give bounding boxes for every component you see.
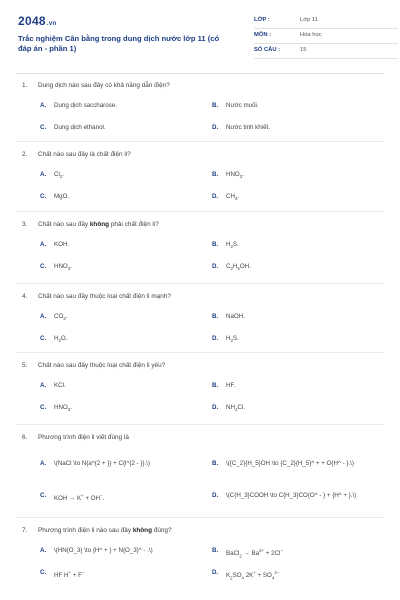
option-text: BaCl$_2$ → $Ba^{2+} + 2Cl^-$ xyxy=(226,548,284,559)
answer-option-d[interactable] xyxy=(212,404,380,414)
option-letter: A. xyxy=(40,382,47,389)
question-text: Dung dịch nào sau đây có khả năng dẫn điện? xyxy=(38,82,170,89)
option-letter: B. xyxy=(212,313,219,320)
option-text: Dung dịch ethanol. xyxy=(54,124,106,131)
document-title: Trắc nghiệm Cân bằng trong dung dịch nước lớp 11 (có đáp án - phần 1) xyxy=(18,34,220,53)
meta-row-class xyxy=(254,14,398,29)
option-text: \(HN{O_3} \to {H^ + } + N{O_3}^ - .\) xyxy=(54,547,153,554)
option-letter: A. xyxy=(40,313,47,320)
option-text: $H_2S$. xyxy=(226,335,239,344)
answer-option-d[interactable] xyxy=(212,124,380,132)
question-divider xyxy=(16,141,384,142)
option-text: NaOH. xyxy=(226,313,245,320)
question-number: 1. xyxy=(22,82,28,89)
question-stem xyxy=(22,362,165,369)
question-number: 7. xyxy=(22,527,28,534)
answer-option-c[interactable] xyxy=(40,569,200,580)
question-stem xyxy=(22,293,171,300)
site-logo[interactable]: 2048.vn xyxy=(18,14,57,28)
option-letter: C. xyxy=(40,193,47,200)
option-letter: D. xyxy=(212,404,219,411)
option-letter: B. xyxy=(212,102,219,109)
option-text: \(C{H_3}COOH \to C{H_3}CO{O^ - } + {H^ + }.\) xyxy=(226,492,357,499)
option-letter: C. xyxy=(40,263,47,270)
question-divider xyxy=(16,352,384,353)
answer-option-c[interactable] xyxy=(40,492,200,503)
answer-option-a[interactable] xyxy=(40,382,200,390)
option-text: $K_2SO_4$ $2K^+ + SO_4^{2-}$ xyxy=(226,570,280,581)
meta-value: Hóa học xyxy=(300,32,322,38)
option-text: $HNO_3$. xyxy=(226,171,244,180)
option-letter: B. xyxy=(212,382,219,389)
option-text: Nước tinh khiết. xyxy=(226,124,270,131)
option-letter: D. xyxy=(212,569,219,576)
meta-label: MÔN : xyxy=(254,32,272,38)
answer-option-a[interactable] xyxy=(40,547,200,555)
question-divider xyxy=(16,517,384,518)
question-divider xyxy=(16,283,384,284)
option-letter: A. xyxy=(40,171,47,178)
answer-option-a[interactable] xyxy=(40,102,200,110)
answer-option-c[interactable] xyxy=(40,263,200,273)
answer-option-d[interactable] xyxy=(212,193,380,203)
option-letter: C. xyxy=(40,335,47,342)
meta-info-box xyxy=(254,14,398,59)
option-text: $CO_2$. xyxy=(54,313,68,322)
question-stem xyxy=(22,221,159,228)
option-text: Nước muối. xyxy=(226,102,259,109)
option-text: $C_2H_5OH$. xyxy=(226,263,251,272)
answer-option-d[interactable] xyxy=(212,492,380,500)
answer-option-a[interactable] xyxy=(40,313,200,323)
option-text: HF H+ + F− xyxy=(54,570,85,580)
option-text: \({C_2}{H_5}OH \to {C_2}{H_5}^ + + O{H^ - }.\) xyxy=(226,460,354,467)
option-letter: D. xyxy=(212,492,219,499)
question-number: 4. xyxy=(22,293,28,300)
option-text: HF. xyxy=(226,382,236,389)
question-number: 3. xyxy=(22,221,28,228)
answer-option-b[interactable] xyxy=(212,241,380,251)
option-letter: A. xyxy=(40,241,47,248)
meta-row-subject xyxy=(254,29,398,44)
question-number: 5. xyxy=(22,362,28,369)
option-text: KCl. xyxy=(54,382,66,389)
answer-option-d[interactable] xyxy=(212,569,380,582)
answer-option-a[interactable] xyxy=(40,460,200,468)
option-text: $NH_4Cl$. xyxy=(226,404,245,413)
meta-row-count xyxy=(254,44,398,59)
answer-option-c[interactable] xyxy=(40,335,200,345)
meta-value: 15 xyxy=(300,47,307,53)
option-letter: B. xyxy=(212,241,219,248)
question-text: Phương trình điện li viết đúng là xyxy=(38,434,129,441)
option-letter: C. xyxy=(40,404,47,411)
question-stem xyxy=(22,527,172,534)
document-header xyxy=(18,14,384,64)
option-text: KOH. xyxy=(54,241,70,248)
answer-option-b[interactable] xyxy=(212,460,380,468)
option-text: Dung dịch saccharose. xyxy=(54,102,117,109)
question-number: 2. xyxy=(22,151,28,158)
answer-option-d[interactable] xyxy=(212,263,380,273)
answer-option-c[interactable] xyxy=(40,193,200,201)
answer-option-b[interactable] xyxy=(212,171,380,181)
option-letter: D. xyxy=(212,335,219,342)
option-letter: D. xyxy=(212,263,219,270)
answer-option-b[interactable] xyxy=(212,313,380,321)
option-letter: C. xyxy=(40,124,47,131)
option-text: $H_2O$. xyxy=(54,335,68,344)
answer-option-d[interactable] xyxy=(212,335,380,345)
option-letter: D. xyxy=(212,193,219,200)
question-stem xyxy=(22,151,131,158)
option-text: $CH_4$. xyxy=(226,193,240,202)
option-letter: C. xyxy=(40,492,47,499)
question-stem xyxy=(22,82,170,89)
option-text: $H_2S$. xyxy=(226,241,239,250)
question-stem xyxy=(22,434,129,441)
option-text: MgO. xyxy=(54,193,70,200)
option-letter: B. xyxy=(212,547,219,554)
answer-option-b[interactable] xyxy=(212,547,380,560)
answer-option-c[interactable] xyxy=(40,124,200,132)
question-text: Chất nào sau đây không phải chất điện li? xyxy=(38,221,159,228)
answer-option-b[interactable] xyxy=(212,102,380,110)
option-letter: B. xyxy=(212,460,219,467)
meta-label: SỐ CÂU : xyxy=(254,47,281,53)
answer-option-b[interactable] xyxy=(212,382,380,390)
option-letter: D. xyxy=(212,124,219,131)
question-divider xyxy=(16,424,384,425)
option-letter: A. xyxy=(40,547,47,554)
option-text: $HNO_3$. xyxy=(54,404,72,413)
question-text: Chất nào sau đây là chất điện li? xyxy=(38,151,131,158)
option-text: $HNO_3$. xyxy=(54,263,72,272)
meta-label: LỚP : xyxy=(254,17,270,23)
meta-value: Lớp 11 xyxy=(300,17,318,23)
option-text: KOH → K+ + OH−. xyxy=(54,493,105,503)
question-text: Phương trình điện li nào sau đây không đúng? xyxy=(38,527,172,534)
option-text: $Cl_2$. xyxy=(54,171,65,180)
option-letter: B. xyxy=(212,171,219,178)
answer-option-c[interactable] xyxy=(40,404,200,414)
question-text: Chất nào sau đây thuộc loại chất điện li mạnh? xyxy=(38,293,171,300)
header-divider xyxy=(16,73,384,74)
option-letter: A. xyxy=(40,460,47,467)
answer-option-a[interactable] xyxy=(40,171,200,181)
answer-option-a[interactable] xyxy=(40,241,200,249)
option-letter: A. xyxy=(40,102,47,109)
option-text: \(NaCl \to N{a^{2 + }} + C{l^{2 - }}.\) xyxy=(54,460,150,467)
question-number: 6. xyxy=(22,434,28,441)
question-divider xyxy=(16,211,384,212)
option-letter: C. xyxy=(40,569,47,576)
question-text: Chất nào sau đây thuộc loại chất điện li yếu? xyxy=(38,362,166,369)
